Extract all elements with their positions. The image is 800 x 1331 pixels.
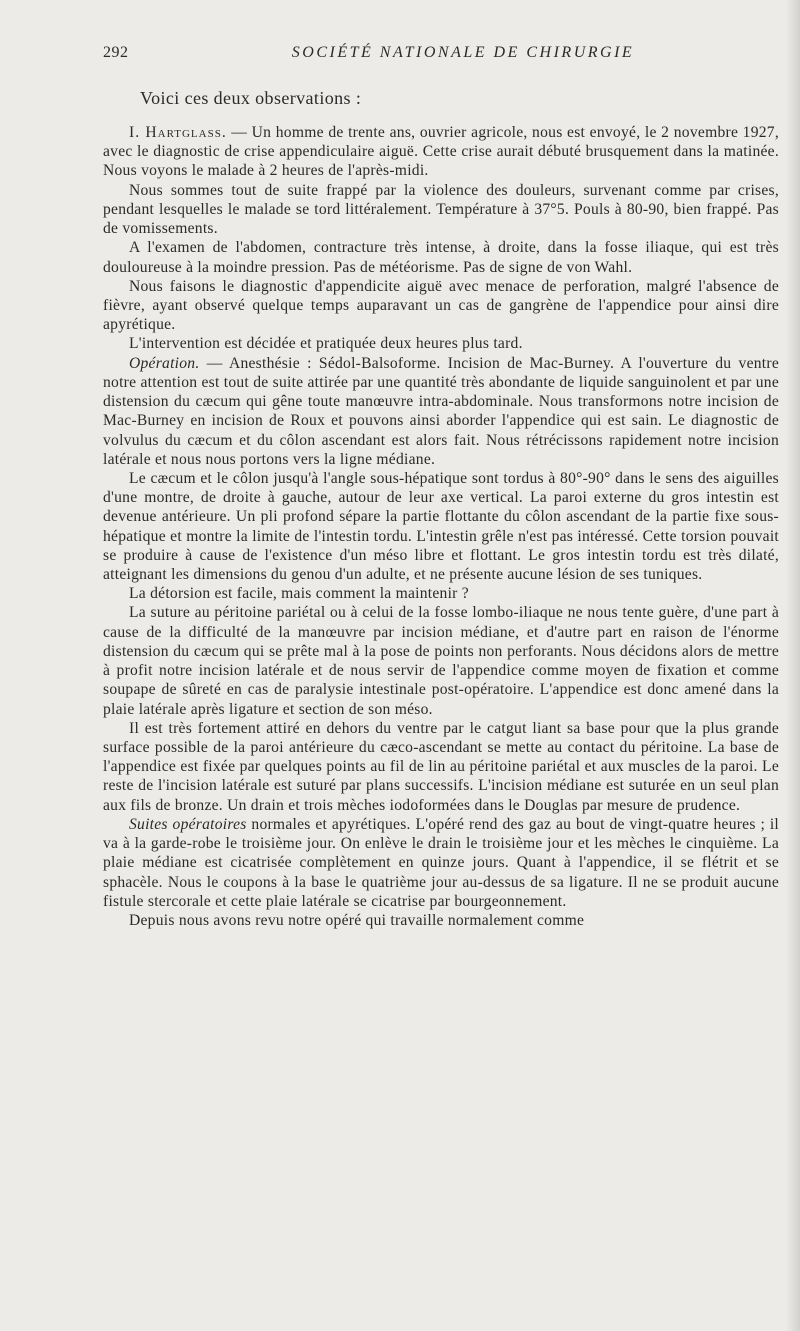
paragraph: L'intervention est décidée et pratiquée deux heures plus tard. <box>129 335 523 353</box>
page-header <box>103 44 783 66</box>
page-number: 292 <box>103 44 129 61</box>
paragraph: La suture au péritoine pariétal ou à celui de la fosse lombo-iliaque ne nous tente guère, d'une part à cause de la difficulté de la manœuvre par incision médiane, et d'autre part en raison de l'énorme distension du cæcum qui se prête mal à la pose de points non perforants. Nous décidons alors de mettre à profit notre incision latérale et de nous servir de l'appendice comme moyen de fixation et comme soupape de sûreté en cas de paralysie intestinale post-opératoire. L'appendice est donc amené dans la plaie latérale après ligature et section de son méso. <box>103 604 779 718</box>
paragraph: Le cæcum et le côlon jusqu'à l'angle sous-hépatique sont tordus à 80°-90° dans le sens des aiguilles d'une montre, de droite à gauche, autour de leur axe vertical. La paroi externe du gros intestin est devenue antérieure. Un pli profond sépare la partie flottante du côlon ascendant de la partie fixe sous-hépatique et montre la limite de l'intestin tordu. L'intestin grêle n'est pas intéressé. Cette torsion pouvait se produire à cause de l'existence d'un méso libre et flottant. Le gros intestin tordu est très dilaté, atteignant les dimensions du genou d'un adulte, et ne présente aucune lésion de ses tuniques. <box>103 469 779 584</box>
paragraph-case-intro <box>103 123 779 181</box>
paragraph: A l'examen de l'abdomen, contracture très intense, à droite, dans la fosse iliaque, qui est très douloureuse à la moindre pression. Pas de météorisme. Pas de signe de von Wahl. <box>103 239 779 276</box>
intro-line: Voici ces deux observations : <box>140 88 362 108</box>
running-head: SOCIÉTÉ NATIONALE DE CHIRURGIE <box>291 44 635 61</box>
paragraph: La détorsion est facile, mais comment la maintenir ? <box>129 585 469 603</box>
paragraph-text: — Anesthésie : Sédol-Balsoforme. Incision de Mac-Burney. A l'ouverture du ventre notre attention est tout de suite attirée par une quantité très abondante de liquide sanguinolent et par une distension du cæcum qui gêne toute manœuvre intra-abdominale. Nous transformons notre incision de Mac-Burney en incision de Roux et pouvons ainsi aborder l'appendice qui est sain. Le diagnostic de volvulus du cæcum et du côlon ascendant est alors fait. Nous rétrécissons rapidement notre incision latérale et nous nous portons vers la ligne médiane. <box>103 354 779 468</box>
paragraph-operation <box>103 354 779 469</box>
body-text <box>103 123 779 930</box>
case-lead: I. Hartglass. <box>129 124 227 141</box>
paragraph-text: normales et apyrétiques. L'opéré rend des gaz au bout de vingt-quatre heures ; il va à la garde-robe le troisième jour. On enlève le drain le troisième jour et les mèches le cinquième. La plaie médiane est cicatrisée complètement en quinze jours. Quant à l'appendice, il se flétrit et se sphacèle. Nous le coupons à la base le quatrième jour au-dessus de sa ligature. Il ne se produit aucune fistule stercorale et cette plaie latérale se cicatrise par bourgeonnement. <box>103 815 779 910</box>
paragraph: Nous faisons le diagnostic d'appendicite aiguë avec menace de perforation, malgré l'absence de fièvre, ayant observé quelque temps auparavant un cas de gangrène de l'appendice pour ainsi dire apyrétique. <box>103 277 779 334</box>
paragraph-text: — Un homme de trente ans, ouvrier agricole, nous est envoyé, le 2 novembre 1927, avec le diagnostic de crise appendiculaire aiguë. Cette crise aurait débuté brusquement dans la matinée. Nous voyons le malade à 2 heures de l'après-midi. <box>103 124 779 180</box>
paragraph-suites <box>103 815 779 911</box>
paragraph: Depuis nous avons revu notre opéré qui travaille normalement comme <box>129 911 585 929</box>
paragraph: Il est très fortement attiré en dehors du ventre par le catgut liant sa base pour que la plus grande surface possible de la paroi antérieure du cæco-ascendant se mette au contact du péritoine. La base de l'appendice est fixée par quelques points au fil de lin au péritoine pariétal et aux muscles de la paroi. Le reste de l'incision latérale est suturé par plans successifs. L'incision médiane est suturée en un seul plan aux fils de bronze. Un drain et trois mèches iodoformées dans le Douglas par mesure de prudence. <box>103 719 779 814</box>
paragraph: Nous sommes tout de suite frappé par la violence des douleurs, survenant comme par crises, pendant lesquelles le malade se tord littéralement. Température à 37°5. Pouls à 80-90, bien frappé. Pas de vomissements. <box>103 181 779 238</box>
suites-lead: Suites opératoires <box>129 815 247 833</box>
operation-lead: Opération. <box>129 354 200 372</box>
page-edge-shadow <box>786 0 800 1331</box>
